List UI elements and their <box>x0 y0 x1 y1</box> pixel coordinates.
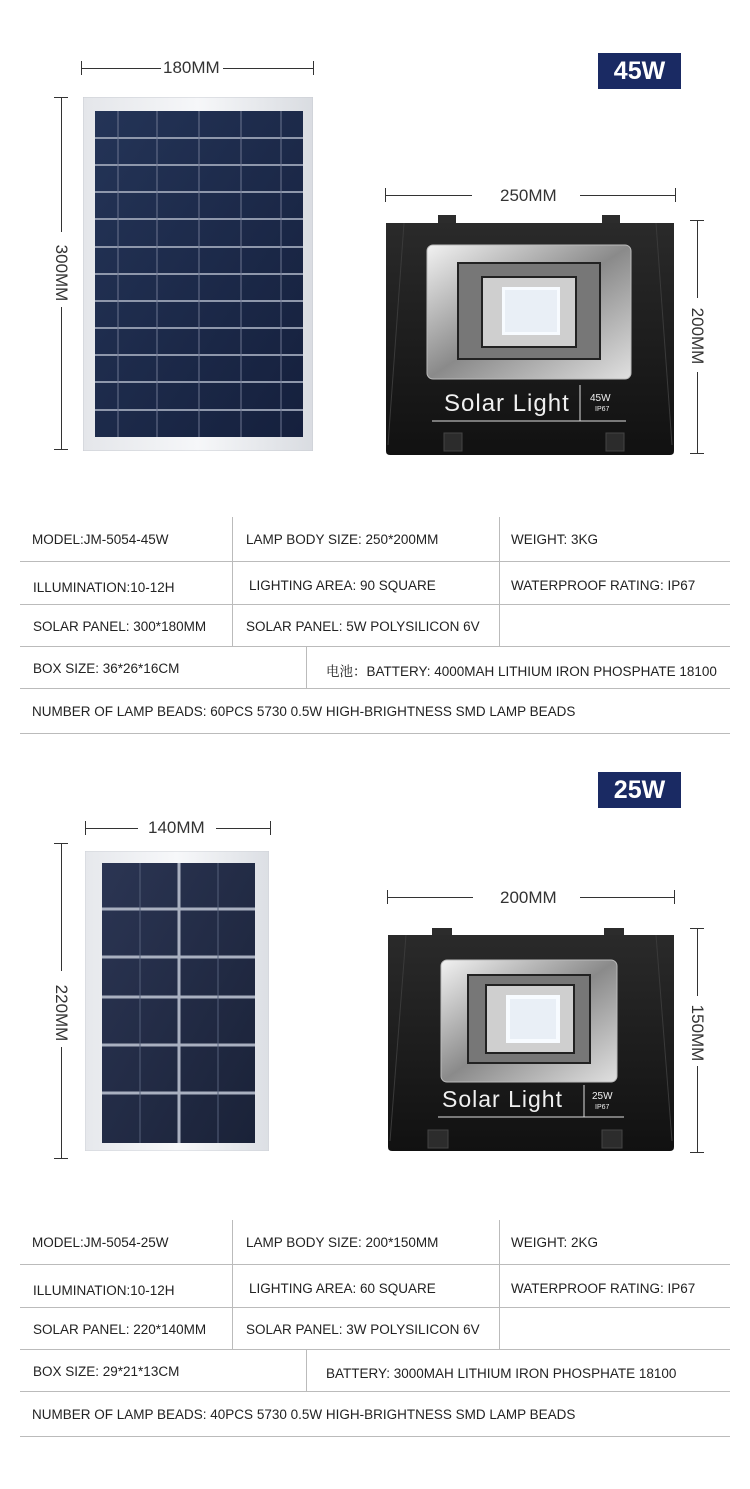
panel-width-label: 140MM <box>148 818 205 837</box>
lamp-height-label: 200MM <box>688 307 707 365</box>
dimension-line <box>387 897 473 898</box>
lamp-watt-text: 45W <box>590 393 611 404</box>
spec-battery: BATTERY: 3000MAH LITHIUM IRON PHOSPHATE 18100 <box>326 1365 677 1381</box>
panel-height-label: 220MM <box>52 984 71 1042</box>
dimension-tick <box>54 843 68 844</box>
solar-panel-image <box>83 97 313 451</box>
dimension-line <box>697 1066 698 1153</box>
panel-height-label: 300MM <box>52 244 71 302</box>
spec-illumination: ILLUMINATION:10-12H <box>33 1283 175 1298</box>
spec-row <box>20 1264 730 1308</box>
spec-solar-panel-type: SOLAR PANEL: 5W POLYSILICON 6V <box>246 618 480 634</box>
spec-solar-panel-type: SOLAR PANEL: 3W POLYSILICON 6V <box>246 1321 480 1337</box>
dimension-tick <box>54 1158 68 1159</box>
dimension-line <box>697 928 698 996</box>
spec-lighting-area: LIGHTING AREA: 90 SQUARE <box>249 578 436 593</box>
spec-illumination: ILLUMINATION:10-12H <box>33 580 175 595</box>
spec-lamp-body-size: LAMP BODY SIZE: 200*150MM <box>246 1234 439 1250</box>
wattage-badge: 25W <box>598 772 681 808</box>
spec-lighting-area: LIGHTING AREA: 60 SQUARE <box>249 1281 436 1296</box>
spec-solar-panel-size: SOLAR PANEL: 300*180MM <box>33 618 207 634</box>
dimension-tick <box>270 821 271 835</box>
dimension-tick <box>85 821 86 835</box>
dimension-tick <box>313 61 314 75</box>
dimension-tick <box>54 97 68 98</box>
dimension-tick <box>690 453 704 454</box>
spec-row <box>20 517 730 561</box>
dimension-line <box>580 897 675 898</box>
spec-row <box>20 1391 730 1437</box>
lamp-watt-text: 25W <box>592 1091 613 1102</box>
lamp-width-label: 250MM <box>500 186 557 205</box>
spec-model: MODEL:JM-5054-45W <box>32 531 169 547</box>
lamp-brand-text: Solar Light <box>444 390 570 417</box>
lamp-width-label: 200MM <box>500 888 557 907</box>
dimension-line <box>61 97 62 232</box>
lamp-brand-text: Solar Light <box>442 1086 563 1112</box>
dimension-tick <box>385 188 386 202</box>
spec-waterproof: WATERPROOF RATING: IP67 <box>511 1281 696 1296</box>
wattage-badge: 45W <box>598 53 681 89</box>
spec-row <box>20 688 730 734</box>
dimension-line <box>697 372 698 454</box>
spec-row <box>20 561 730 605</box>
dimension-tick <box>81 61 82 75</box>
dimension-tick <box>690 220 704 221</box>
solar-panel-image <box>85 851 269 1151</box>
dimension-tick <box>54 449 68 450</box>
spec-weight: WEIGHT: 2KG <box>511 1234 599 1250</box>
spec-row <box>20 1307 730 1350</box>
dimension-tick <box>674 890 675 904</box>
lamp-height-label: 150MM <box>688 1004 707 1062</box>
lamp-ip-text: IP67 <box>595 406 610 413</box>
dimension-line <box>85 828 138 829</box>
spec-model: MODEL:JM-5054-25W <box>32 1234 169 1250</box>
dimension-tick <box>675 188 676 202</box>
spec-lamp-body-size: LAMP BODY SIZE: 250*200MM <box>246 531 439 547</box>
dimension-line <box>81 68 161 69</box>
spec-table <box>20 1220 730 1436</box>
dimension-line <box>223 68 314 69</box>
spec-box-size: BOX SIZE: 36*26*16CM <box>33 660 180 676</box>
spec-row <box>20 1220 730 1264</box>
spec-waterproof: WATERPROOF RATING: IP67 <box>511 578 696 593</box>
panel-width-label: 180MM <box>163 58 220 77</box>
dimension-tick <box>387 890 388 904</box>
dimension-line <box>580 195 676 196</box>
spec-lamp-beads: NUMBER OF LAMP BEADS: 40PCS 5730 0.5W HIGH-BRIGHTNESS SMD LAMP BEADS <box>32 1406 576 1422</box>
lamp-ip-text: IP67 <box>595 1104 610 1111</box>
spec-weight: WEIGHT: 3KG <box>511 531 599 547</box>
flood-light-image <box>386 925 676 1155</box>
product-section-25w <box>0 745 750 1489</box>
spec-row <box>20 1349 730 1392</box>
dimension-line <box>385 195 472 196</box>
dimension-line <box>61 1047 62 1159</box>
dimension-line <box>61 843 62 971</box>
spec-table <box>20 517 730 733</box>
flood-light-image <box>384 215 676 457</box>
spec-lamp-beads: NUMBER OF LAMP BEADS: 60PCS 5730 0.5W HIGH-BRIGHTNESS SMD LAMP BEADS <box>32 703 576 719</box>
dimension-tick <box>690 928 704 929</box>
spec-battery: 电池：BATTERY: 4000MAH LITHIUM IRON PHOSPHATE 18100 <box>326 664 717 679</box>
dimension-line <box>61 307 62 450</box>
spec-box-size: BOX SIZE: 29*21*13CM <box>33 1363 180 1379</box>
spec-solar-panel-size: SOLAR PANEL: 220*140MM <box>33 1321 207 1337</box>
spec-row <box>20 646 730 689</box>
dimension-line <box>697 220 698 298</box>
spec-row <box>20 604 730 647</box>
dimension-tick <box>690 1152 704 1153</box>
dimension-line <box>216 828 271 829</box>
